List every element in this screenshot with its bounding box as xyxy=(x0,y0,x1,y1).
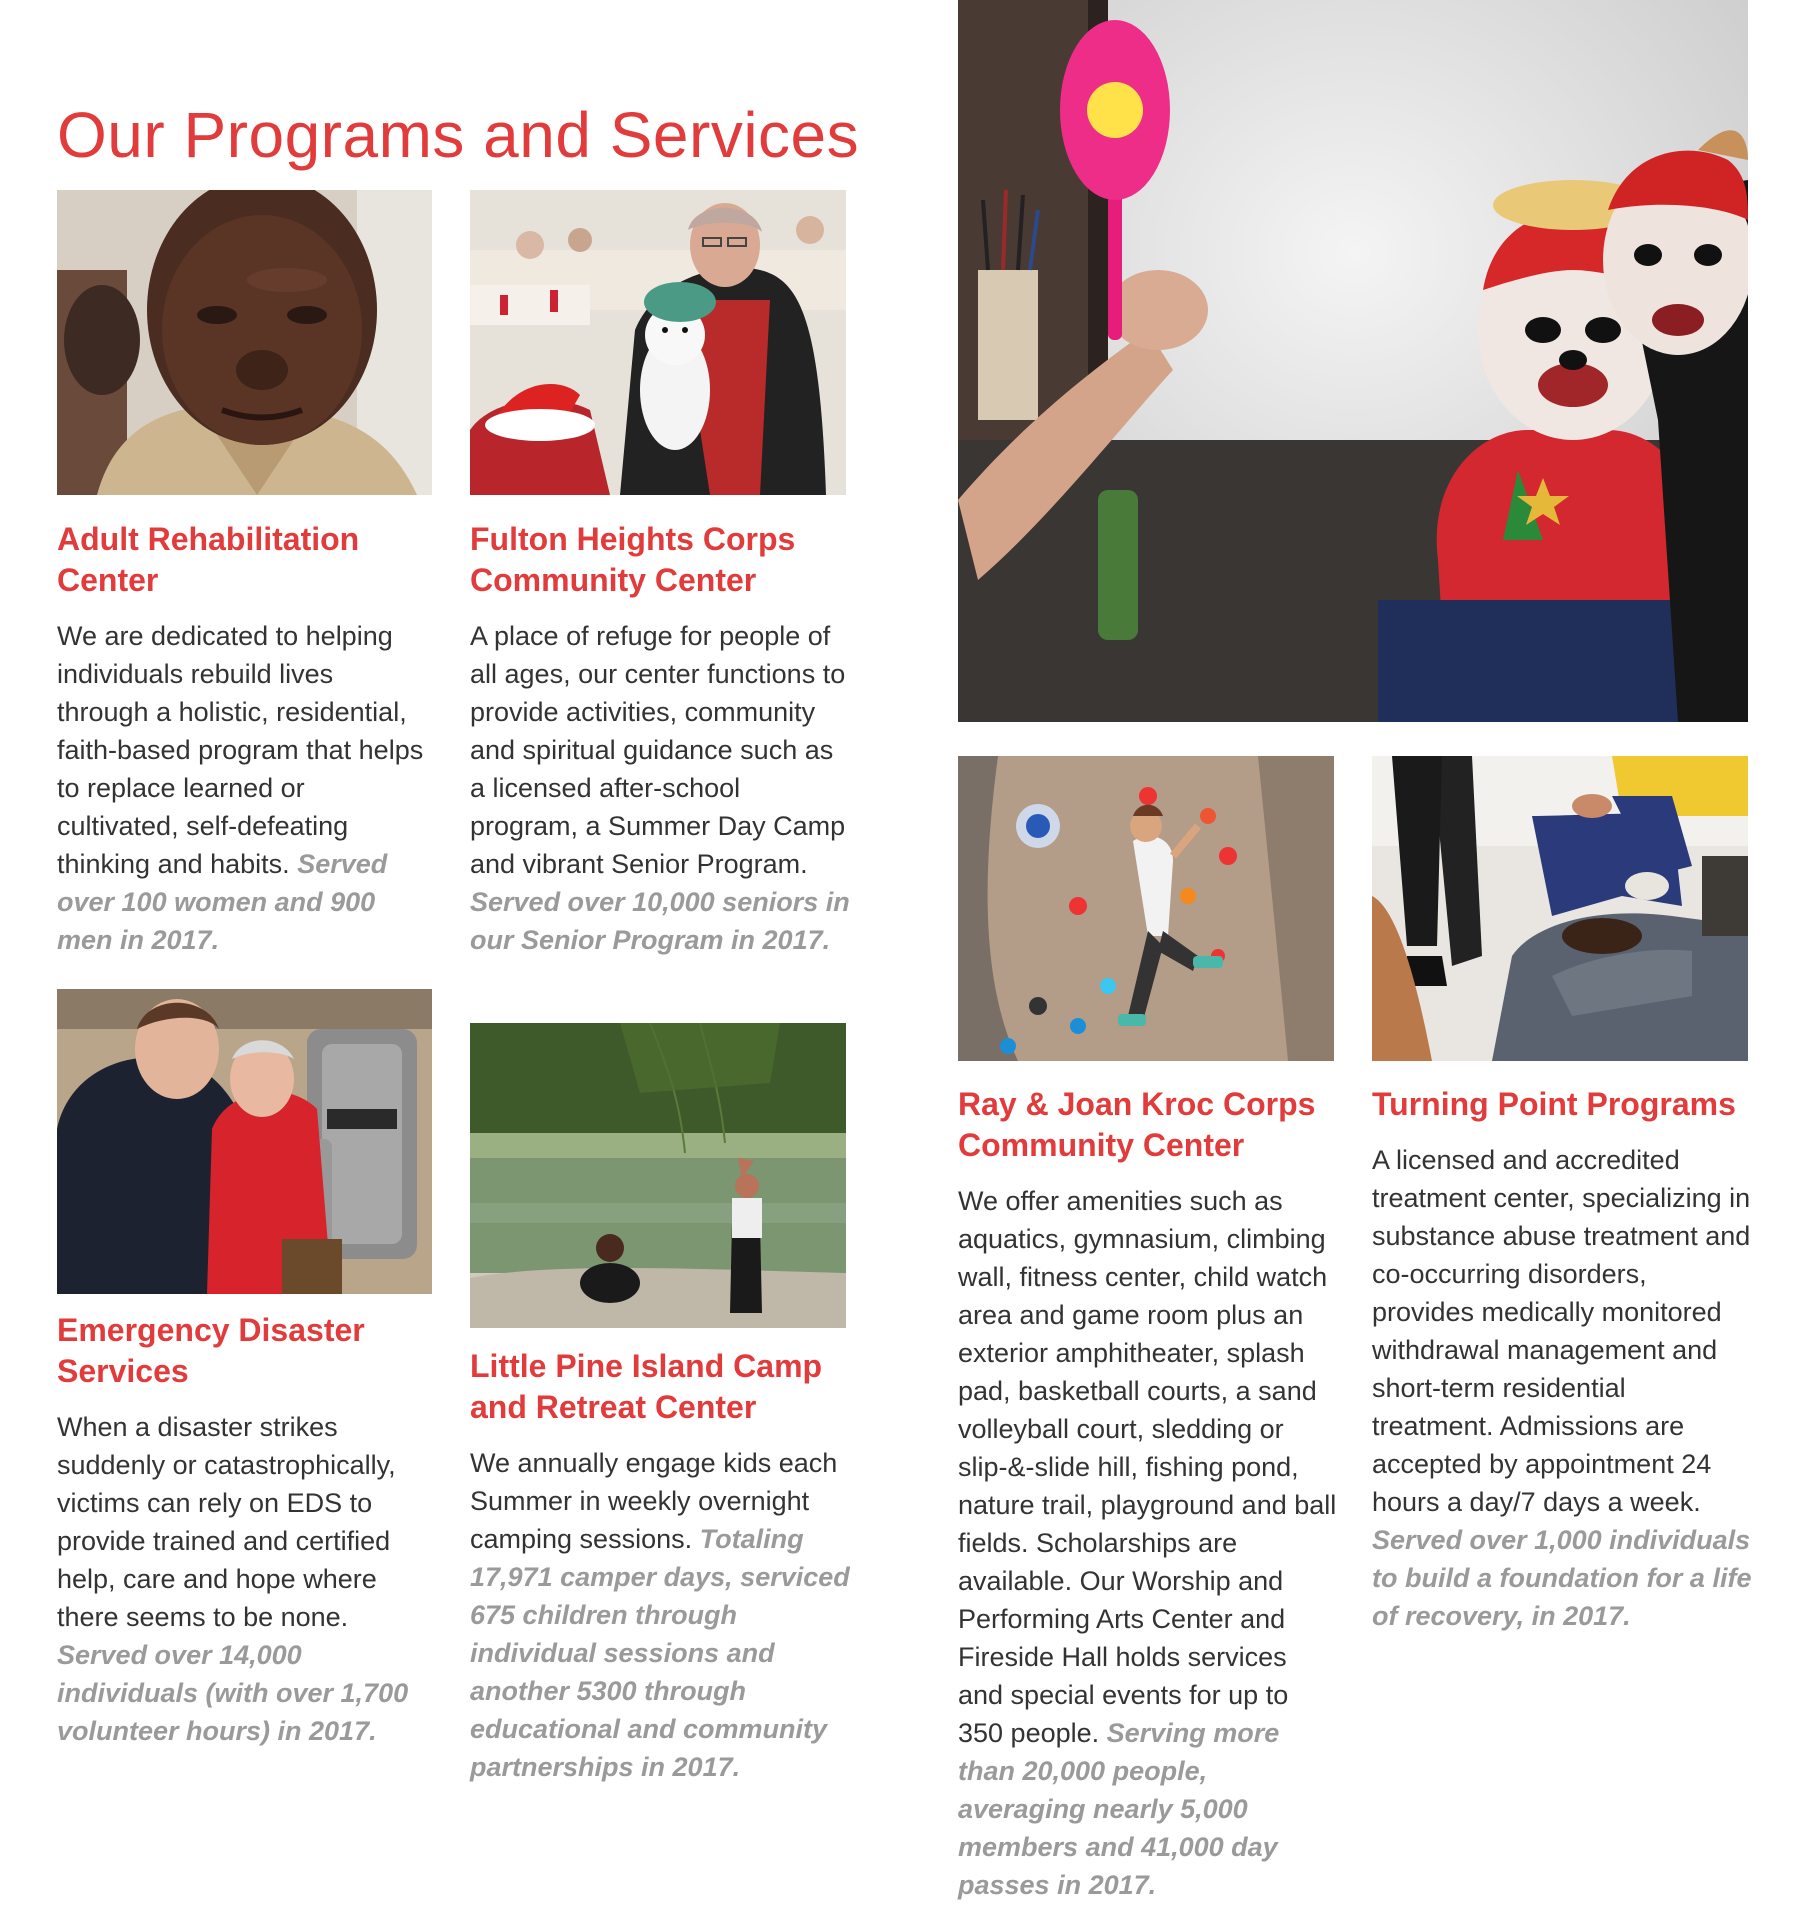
program-description xyxy=(57,617,432,959)
program-highlight: Totaling 17,971 camper days, serviced 675 children through individual sessions and another 5300 through educational and community partnerships in 2017. xyxy=(470,1524,850,1782)
program-body: When a disaster strikes suddenly or catastrophically, victims can rely on EDS to provide trained and certified help, care and hope where there seems to be none. xyxy=(57,1412,396,1632)
program-description xyxy=(470,617,850,959)
program-card-little-pine-island xyxy=(470,1346,850,1786)
program-body: We offer amenities such as aquatics, gymnasium, climbing wall, fitness center, child watch area and game room plus an exterior amphitheater, splash pad, basketball courts, a sand volleyball court, sledding or slip-&-slide hill, fishing pond, nature trail, playground and ball fields. Scholarships are available. Our Worship and Performing Arts Center and Fireside Hall holds services and special events for up to 350 people. xyxy=(958,1186,1337,1748)
photo-face-painting xyxy=(958,0,1748,722)
photo-turning-point xyxy=(1372,756,1748,1061)
program-description xyxy=(1372,1141,1752,1635)
photo-fulton-heights xyxy=(470,190,846,495)
program-body: We annually engage kids each Summer in weekly overnight camping sessions. xyxy=(470,1448,838,1554)
program-card-fulton-heights xyxy=(470,519,850,959)
photo-adult-rehabilitation xyxy=(57,190,432,495)
program-title: Ray & Joan Kroc Corps Community Center xyxy=(958,1086,1316,1163)
program-highlight: Serving more than 20,000 people, averaging nearly 5,000 members and 41,000 day passes in 2017. xyxy=(958,1718,1280,1900)
program-title: Turning Point Programs xyxy=(1372,1086,1736,1122)
program-body: A place of refuge for people of all ages, our center functions to provide activities, community and spiritual guidance such as a licensed after-school program, a Summer Day Camp and vibrant Senior Program. xyxy=(470,621,846,879)
program-title: Adult Rehabilitation Center xyxy=(57,521,360,598)
program-title: Fulton Heights Corps Community Center xyxy=(470,521,796,598)
program-highlight: Served over 10,000 seniors in our Senior Program in 2017. xyxy=(470,887,850,955)
photo-little-pine-island xyxy=(470,1023,846,1328)
program-card-emergency-disaster xyxy=(57,1310,432,1750)
program-title: Emergency Disaster Services xyxy=(57,1312,365,1389)
page-title: Our Programs and Services xyxy=(57,99,860,171)
program-highlight: Served over 1,000 individuals to build a foundation for a life of recovery, in 2017. xyxy=(1372,1525,1752,1631)
program-body: A licensed and accredited treatment center, specializing in substance abuse treatment and co-occurring disorders, provides medically monitored withdrawal management and short-term residential treatment. Admissions are accepted by appointment 24 hours a day/7 days a week. xyxy=(1372,1145,1751,1517)
program-description xyxy=(470,1444,850,1786)
program-card-turning-point xyxy=(1372,1084,1752,1635)
photo-kroc-climbing xyxy=(958,756,1334,1061)
program-title: Little Pine Island Camp and Retreat Center xyxy=(470,1348,823,1425)
program-highlight: Served over 14,000 individuals (with over 1,700 volunteer hours) in 2017. xyxy=(57,1640,409,1746)
program-description xyxy=(958,1182,1338,1904)
photo-emergency-disaster xyxy=(57,989,432,1294)
program-body: We are dedicated to helping individuals rebuild lives through a holistic, residential, faith-based program that helps to replace learned or cultivated, self-defeating thinking and habits. xyxy=(57,621,424,879)
program-card-adult-rehabilitation xyxy=(57,519,432,959)
program-description xyxy=(57,1408,432,1750)
program-card-kroc-center xyxy=(958,1084,1338,1904)
program-highlight: Served over 100 women and 900 men in 2017. xyxy=(57,849,388,955)
